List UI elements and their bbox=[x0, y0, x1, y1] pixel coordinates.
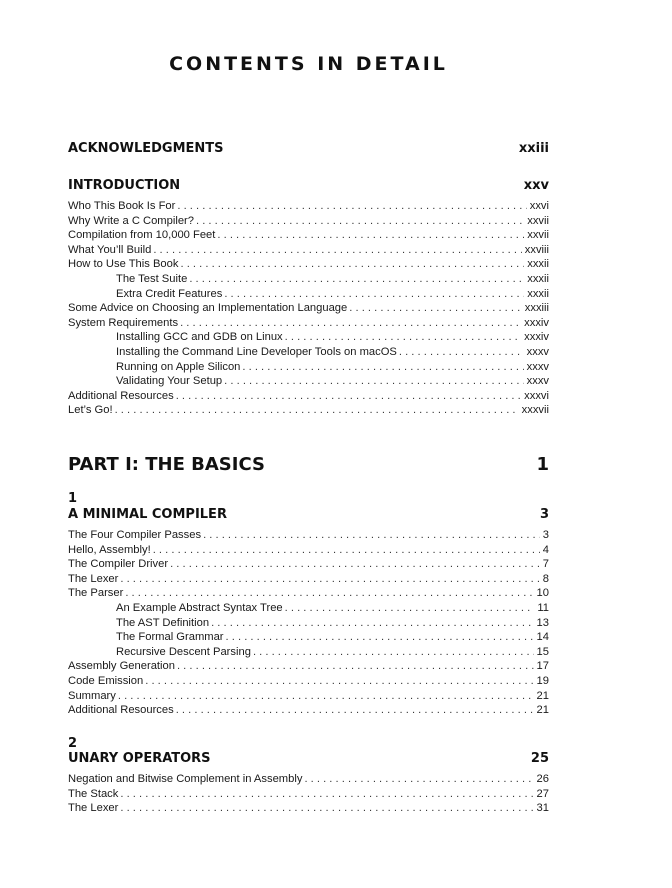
toc-entry-page: xxxvi bbox=[524, 389, 549, 402]
toc-entry[interactable] bbox=[68, 214, 549, 229]
dot-leader bbox=[153, 243, 521, 258]
section-introduction[interactable] bbox=[68, 178, 549, 193]
toc-entry-title: How to Use This Book bbox=[68, 258, 179, 271]
toc-entry-title: The AST Definition bbox=[116, 616, 210, 629]
toc-entry-title: Installing GCC and GDB on Linux bbox=[116, 331, 283, 344]
toc-entry[interactable] bbox=[68, 528, 549, 543]
toc-entry-page: 8 bbox=[542, 572, 549, 585]
toc-entry-page: 15 bbox=[536, 645, 549, 658]
section-title: INTRODUCTION bbox=[68, 178, 181, 193]
toc-entry-title: Some Advice on Choosing an Implementation Language bbox=[68, 302, 348, 315]
toc-entry-page: 7 bbox=[542, 558, 549, 571]
toc-entry[interactable] bbox=[68, 772, 549, 787]
dot-leader bbox=[285, 601, 535, 616]
section-title: ACKNOWLEDGMENTS bbox=[68, 141, 224, 156]
dot-leader bbox=[120, 572, 539, 587]
dot-leader bbox=[196, 214, 524, 229]
chapter-heading[interactable] bbox=[68, 751, 549, 766]
dot-leader bbox=[176, 389, 521, 404]
toc-entry[interactable] bbox=[68, 389, 549, 404]
toc-entry-title: Compilation from 10,000 Feet bbox=[68, 229, 216, 242]
toc-entry[interactable] bbox=[68, 616, 549, 631]
toc-entry[interactable] bbox=[68, 199, 549, 214]
toc-entry-page: xxxv bbox=[526, 360, 549, 373]
toc-entry-page: 19 bbox=[536, 674, 549, 687]
dot-leader bbox=[203, 528, 540, 543]
toc-entry[interactable] bbox=[68, 374, 549, 389]
chapter-title: A MINIMAL COMPILER bbox=[68, 507, 227, 522]
chapter-number: 1 bbox=[68, 491, 78, 506]
toc-entry[interactable] bbox=[68, 586, 549, 601]
dot-leader bbox=[170, 557, 540, 572]
toc-entry-title: Assembly Generation bbox=[68, 660, 175, 673]
toc-entry[interactable] bbox=[68, 543, 549, 558]
toc-entry-title: Let’s Go! bbox=[68, 404, 113, 417]
toc-entry-title: The Parser bbox=[68, 587, 124, 600]
dot-leader bbox=[349, 301, 521, 316]
toc-entry[interactable] bbox=[68, 345, 549, 360]
chapter-page: 3 bbox=[539, 507, 549, 522]
toc-entry[interactable] bbox=[68, 228, 549, 243]
toc-entry-page: xxxiv bbox=[524, 331, 549, 344]
toc-entry-title: Hello, Assembly! bbox=[68, 543, 151, 556]
dot-leader bbox=[118, 689, 534, 704]
toc-entry-title: Why Write a C Compiler? bbox=[68, 214, 194, 227]
toc-entry-page: xxxii bbox=[527, 287, 549, 300]
introduction-entries bbox=[68, 199, 549, 418]
dot-leader bbox=[180, 316, 521, 331]
dot-leader bbox=[224, 374, 523, 389]
toc-entry-title: Who This Book Is For bbox=[68, 200, 176, 212]
toc-entry-page: xxvii bbox=[527, 214, 549, 227]
dot-leader bbox=[177, 659, 534, 674]
section-acknowledgments[interactable] bbox=[68, 141, 549, 156]
toc-entry-page: 21 bbox=[536, 704, 549, 717]
toc-entry-title: Recursive Descent Parsing bbox=[116, 645, 251, 658]
toc-entry-title: The Lexer bbox=[68, 802, 119, 815]
dot-leader bbox=[145, 674, 533, 689]
part-heading[interactable] bbox=[68, 454, 549, 475]
toc-entry-page: xxvii bbox=[527, 229, 549, 242]
toc-entry[interactable] bbox=[68, 572, 549, 587]
toc-entry-title: System Requirements bbox=[68, 316, 179, 329]
toc-entry[interactable] bbox=[68, 645, 549, 660]
toc-entry-page: 11 bbox=[537, 601, 549, 614]
toc-entry-page: xxxii bbox=[527, 258, 549, 271]
part-title: PART I: THE BASICS bbox=[68, 454, 265, 475]
toc-entry-page: 17 bbox=[536, 660, 549, 673]
toc-entry[interactable] bbox=[68, 674, 549, 689]
toc-entry-title: The Stack bbox=[68, 787, 119, 800]
toc-entry[interactable] bbox=[68, 257, 549, 272]
toc-entry-page: 13 bbox=[536, 616, 549, 629]
toc-entry[interactable] bbox=[68, 330, 549, 345]
section-page: xxiii bbox=[518, 141, 549, 156]
toc-entry[interactable] bbox=[68, 703, 549, 718]
toc-entry[interactable] bbox=[68, 301, 549, 316]
toc-entry-title: What You’ll Build bbox=[68, 243, 152, 256]
toc-entry-title: An Example Abstract Syntax Tree bbox=[116, 601, 283, 614]
toc-entry[interactable] bbox=[68, 601, 549, 616]
toc-entry-title: The Test Suite bbox=[116, 272, 188, 285]
toc-entry-title: Code Emission bbox=[68, 674, 144, 687]
toc-entry-page: xxxv bbox=[526, 345, 549, 358]
toc-entry-page: 27 bbox=[536, 787, 549, 800]
chapter2-entries bbox=[68, 772, 549, 816]
page-title: CONTENTS IN DETAIL bbox=[169, 53, 448, 75]
toc-entry-page: 10 bbox=[536, 587, 549, 600]
dot-leader bbox=[217, 228, 524, 243]
chapter-title: UNARY OPERATORS bbox=[68, 751, 211, 766]
dot-leader bbox=[211, 616, 533, 631]
dot-leader bbox=[253, 645, 534, 660]
dot-leader bbox=[189, 272, 524, 287]
toc-entry[interactable] bbox=[68, 272, 549, 287]
toc-entry-page: 14 bbox=[536, 631, 549, 644]
toc-entry[interactable] bbox=[68, 316, 549, 331]
toc-entry-page: xxxvii bbox=[521, 404, 549, 417]
dot-leader bbox=[177, 199, 526, 214]
dot-leader bbox=[242, 360, 523, 375]
dot-leader bbox=[125, 586, 533, 601]
toc-entry-title: Running on Apple Silicon bbox=[116, 360, 241, 373]
toc-entry-page: xxxii bbox=[527, 272, 549, 285]
section-page: xxv bbox=[523, 178, 549, 193]
toc-entry-page: 3 bbox=[542, 529, 549, 541]
toc-entry[interactable] bbox=[68, 557, 549, 572]
toc-entry-title: Installing the Command Line Developer Tools on macOS bbox=[116, 345, 397, 358]
dot-leader bbox=[285, 330, 521, 345]
toc-entry-page: xxxv bbox=[526, 375, 549, 388]
toc-entry[interactable] bbox=[68, 630, 549, 645]
toc-entry-page: xxviii bbox=[524, 243, 549, 256]
dot-leader bbox=[399, 345, 524, 360]
toc-entry[interactable] bbox=[68, 403, 549, 418]
toc-entry-title: The Compiler Driver bbox=[68, 558, 169, 571]
dot-leader bbox=[120, 787, 533, 802]
toc-entry[interactable] bbox=[68, 689, 549, 704]
dot-leader bbox=[120, 801, 533, 816]
chapter-heading[interactable] bbox=[68, 507, 549, 522]
dot-leader bbox=[226, 630, 534, 645]
chapter1-entries bbox=[68, 528, 549, 718]
toc-entry-title: Validating Your Setup bbox=[116, 375, 223, 388]
toc-entry[interactable] bbox=[68, 801, 549, 816]
toc-entry[interactable] bbox=[68, 787, 549, 802]
toc-entry-title: The Lexer bbox=[68, 572, 119, 585]
toc-entry-title: Negation and Bitwise Complement in Assembly bbox=[68, 773, 303, 785]
toc-entry-title: Additional Resources bbox=[68, 389, 174, 402]
chapter-number: 2 bbox=[68, 736, 78, 751]
toc-entry-page: 4 bbox=[542, 543, 549, 556]
toc-entry-page: 21 bbox=[536, 689, 549, 702]
toc-entry-title: Extra Credit Features bbox=[116, 287, 223, 300]
toc-entry-title: Summary bbox=[68, 689, 116, 702]
dot-leader bbox=[224, 287, 524, 302]
toc-entry-page: xxvi bbox=[529, 200, 549, 212]
toc-entry-title: The Four Compiler Passes bbox=[68, 529, 202, 541]
toc-entry[interactable] bbox=[68, 287, 549, 302]
toc-entry-page: xxxiv bbox=[524, 316, 549, 329]
dot-leader bbox=[176, 703, 534, 718]
toc-entry-page: xxxiii bbox=[524, 302, 549, 315]
toc-entry[interactable] bbox=[68, 659, 549, 674]
toc-entry[interactable] bbox=[68, 243, 549, 258]
toc-entry-page: 26 bbox=[536, 773, 549, 785]
part-page: 1 bbox=[536, 454, 549, 475]
dot-leader bbox=[180, 257, 524, 272]
toc-entry-page: 31 bbox=[536, 802, 549, 815]
toc-entry-title: Additional Resources bbox=[68, 704, 174, 717]
chapter-page: 25 bbox=[530, 751, 549, 766]
dot-leader bbox=[115, 403, 519, 418]
dot-leader bbox=[304, 772, 533, 787]
toc-entry[interactable] bbox=[68, 360, 549, 375]
dot-leader bbox=[153, 543, 540, 558]
toc-entry-title: The Formal Grammar bbox=[116, 631, 224, 644]
